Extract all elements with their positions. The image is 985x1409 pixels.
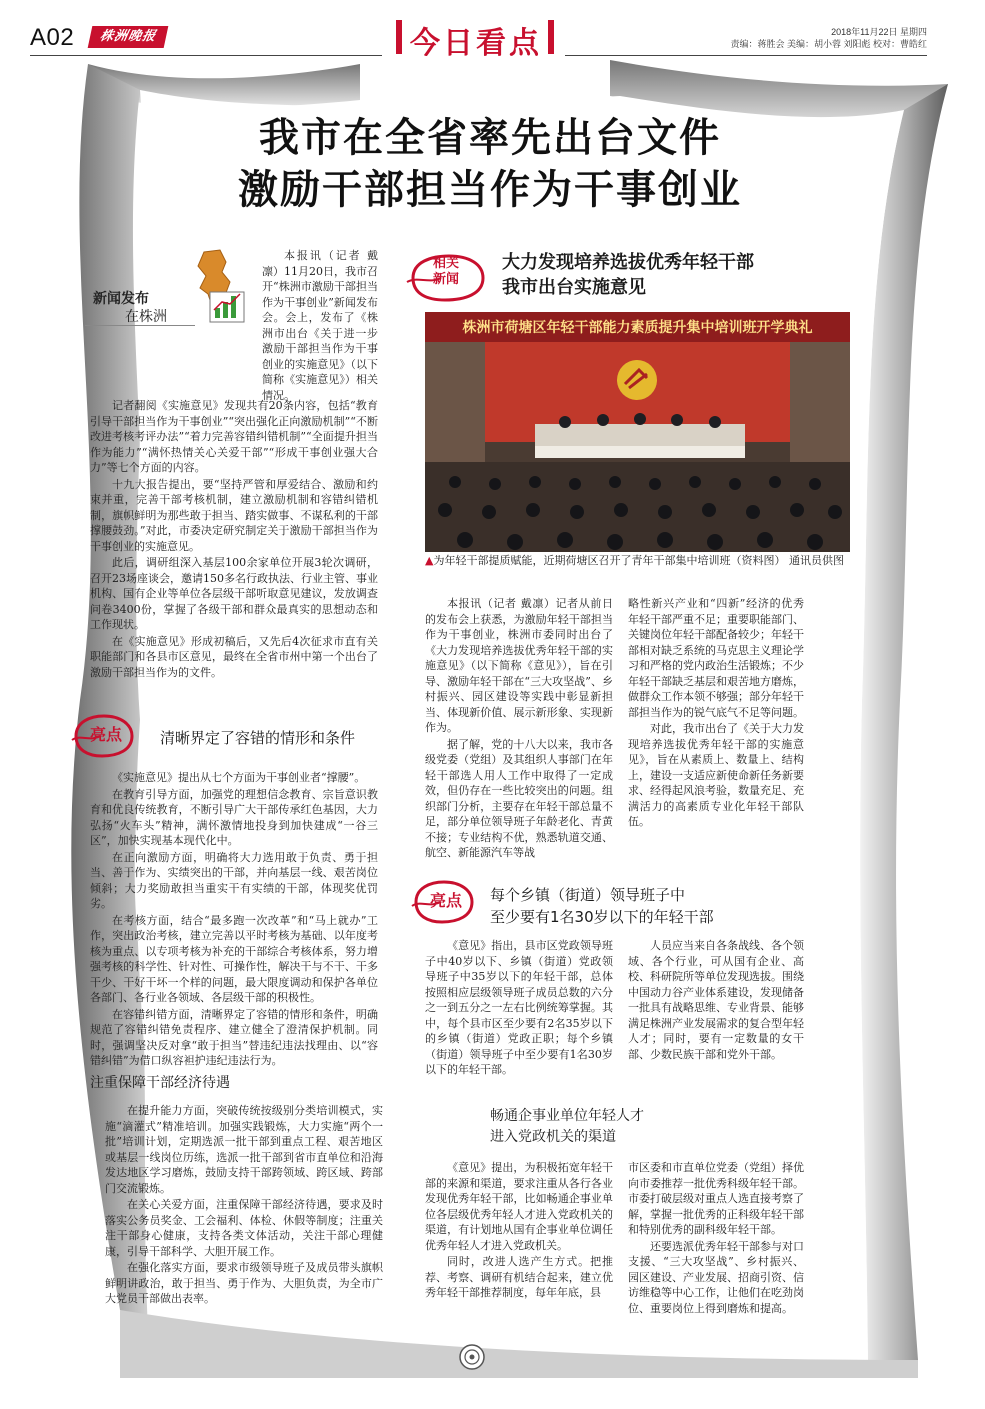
- channel-paragraph: 同时，改进人选产生方式。把推荐、考察、调研有机结合起来，建立优秀年轻干部推荐制度，每年年底，县: [425, 1255, 613, 1299]
- related-news-seal-text: [428, 256, 464, 288]
- highlight-2-col-2: [628, 938, 804, 1063]
- left-body-paragraph: 十九大报告提出，要“坚持严管和厚爱结合、激励和约束并重，完善干部考核机制，建立激励机制和容错纠错机制，旗帜鲜明为那些敢于担当、踏实做事、不谋私利的干部撑腰鼓劲。”对此，市委决定研究制定关于激励干部担当作为干事创业的实施意见。: [90, 477, 378, 553]
- highlight-2-title: [490, 884, 714, 928]
- section-title: 今日看点: [410, 26, 542, 61]
- highlight-1-title: 清晰界定了容错的情形和条件: [160, 729, 356, 747]
- channel-paragraph: 《意见》提出，为积极拓宽年轻干部的来源和渠道，要求注重从各行各业发现优秀年轻干部，比如畅通企事业单位各层级优秀年轻人才进入党政机关的渠道，有计划地从国有企事业单位调任优秀年轻人才进入党政机关。: [425, 1161, 613, 1252]
- channel-col-1: [425, 1160, 613, 1302]
- chart-map-icon: [190, 248, 250, 328]
- highlight-2-paragraph: 人员应当来自各条战线、各个领域、各个行业，可从国有企业、高校、科研院所等单位发现选拔。围绕中国动力谷产业体系建设，发现储备一批具有战略思维、专业背景、能够满足株洲产业发展需求的复合型年轻人才；同时，要有一定数量的女干部、少数民族干部和党外干部。: [628, 939, 804, 1061]
- caption-triangle-icon: ▲: [425, 554, 434, 567]
- highlight-2-paragraph: 《意见》指出，县市区党政领导班子中40岁以下、乡镇（街道）党政领导班子中35岁以下的年轻干部，总体按照相应层级领导班子成员总数的六分之一到五分之一左右比例统筹掌握。其中，每个县市区至少要有2名35岁以下的乡镇（街道）党政正职；每个乡镇（街道）领导班子中至少要有1名30岁以下的年轻干部。: [425, 939, 613, 1076]
- highlight-1-paragraph: 《实施意见》提出从七个方面为干事创业者“撑腰”。: [112, 771, 366, 784]
- related-seal-line-2: 新闻: [432, 272, 459, 287]
- left-body-paragraph: 在《实施意见》形成初稿后，又先后4次征求市直有关职能部门和各县市区意见，最终在全省市州中第一个出台了激励干部担当作为的文件。: [90, 634, 378, 679]
- related-col-2: [628, 596, 804, 831]
- section-bar-right: [548, 20, 554, 54]
- highlight-2-title-line-1: 每个乡镇（街道）领导班子中: [490, 886, 686, 904]
- left-intro-paragraph: 本报讯（记者 戴凛）11月20日，我市召开“株洲市激励干部担当作为干事创业”新闻发布会。会上，发布了《株洲市出台《关于进一步激励干部担当作为干事创业的实施意见》（以下简称《实施意见》）相关情况。: [262, 249, 378, 402]
- highlight-1-paragraph: 在容错纠错方面，清晰界定了容错的情形和条件，明确规范了容错纠错免责程序、建立健全了澄清保护机制。同时，强调坚决反对拿“敢于担当”替违纪违法找理由、以“容错纠错”为借口纵容袒护违纪违法行为。: [90, 1007, 378, 1067]
- issue-date: 2018年11月22日 星期四: [831, 27, 927, 37]
- channel-title-line-2: 进入党政机关的渠道: [490, 1129, 616, 1145]
- channel-col-2: [628, 1160, 804, 1317]
- highlight-seal-1-text: 亮点: [90, 725, 123, 744]
- main-headline: [110, 112, 870, 216]
- guarantee-paragraph: 在关心关爱方面，注重保障干部经济待遇，要求及时落实公务员奖金、工会福利、体检、休假等制度；注重关注干部身心健康，支持各类文体活动，关注干部心理健康，引导干部科学、大胆开展工作。: [105, 1198, 383, 1258]
- badge-line-1: 新闻发布: [93, 291, 149, 307]
- badge-line-2: 在株洲: [125, 309, 167, 325]
- headline-line-1: 我市在全省率先出台文件: [259, 115, 721, 161]
- guarantee-body: [105, 1103, 383, 1308]
- guarantee-title: 注重保障干部经济待遇: [90, 1075, 230, 1091]
- left-body-paragraph: 记者翻阅《实施意见》发现共有20条内容，包括“教育引导干部担当作为干事创业”“突出强化正向激励机制”“不断改进考核考评办法”“着力完善容错纠错机制”“全面提升担当作为能力”“满怀热情关心关爱干部”“形成干事创业强大合力”等七个方面的内容。: [90, 399, 378, 474]
- related-paragraph: 本报讯（记者 戴凛）记者从前日的发布会上获悉，为激励年轻干部担当作为干事创业，株洲市委同时出台了《大力发现培养选拔优秀年轻干部的实施意见》（以下简称《意见》），旨在引导、激励年轻干部在“三大攻坚战”、乡村振兴、园区建设等实践中彰显新担当、体现新价值、展示新形象、实现新作为。: [425, 597, 613, 734]
- related-paragraph: 对此，我市出台了《关于大力发现培养选拔优秀年轻干部的实施意见》，旨在从素质上、数量上、结构上，建设一支适应新使命新任务新要求、经得起风浪考验，数量充足、充满活力的高素质专业化年轻干部队伍。: [628, 722, 804, 828]
- meeting-photo: [425, 312, 850, 552]
- page-meta: [730, 26, 927, 50]
- caption-text: 为年轻干部提质赋能，近期荷塘区召开了青年干部集中培训班（资料图） 通讯员供图: [433, 554, 844, 567]
- footer-ornament-icon: [458, 1343, 486, 1371]
- related-seal-line-1: 相关: [432, 256, 459, 271]
- news-release-badge: [85, 270, 185, 332]
- left-body: [90, 398, 378, 681]
- highlight-2-col-1: [425, 938, 613, 1079]
- channel-paragraph: 还要选派优秀年轻干部参与对口支援、“三大攻坚战”、乡村振兴、园区建设、产业发展、招商引资、信访维稳等中心工作，让他们在吃劲岗位、重要岗位上得到磨炼和提高。: [628, 1239, 804, 1315]
- related-title-line-2: 我市出台实施意见: [502, 277, 646, 298]
- headline-line-2: 激励干部担当作为干事创业: [238, 167, 742, 213]
- related-paragraph: 略性新兴产业和“四新”经济的优秀年轻干部严重不足；重要职能部门、关键岗位年轻干部配备较少；年轻干部相对缺乏系统的马克思主义理论学习和严格的党内政治生活锻炼；不少年轻干部缺乏基层和艰苦地方磨炼，做群众工作本领不够强；部分年轻干部担当作为的锐气底气不足等问题。: [628, 597, 804, 719]
- highlight-1-paragraph: 在教育引导方面，加强党的理想信念教育、宗旨意识教育和优良传统教育，不断引导广大干部传承红色基因，大力弘扬“火车头”精神，满怀激情地投身到加快建成“一谷三区”，加快实现基本现代化中。: [90, 787, 378, 847]
- highlight-2-title-line-2: 至少要有1名30岁以下的年轻干部: [490, 908, 714, 926]
- highlight-1-paragraph: 在正向激励方面，明确将大力选用敢于负责、勇于担当、善于作为、实绩突出的干部，并向基层一线、艰苦岗位倾斜；大力奖励敢担当重实干有实绩的干部，体现奖优罚劣。: [90, 850, 378, 910]
- left-body-paragraph: 此后，调研组深入基层100余家单位开展3轮次调研，召开23场座谈会，邀请150多名行政执法、行业主管、事业机构、国有企业等单位各层级干部听取意见建议，发放调查问卷3400份，掌握了各级干部和群众最真实的思想动态和工作现状。: [90, 556, 378, 631]
- related-col-1: [425, 596, 613, 862]
- highlight-seal-2-text: 亮点: [430, 891, 463, 910]
- highlight-1-body: [90, 770, 378, 1070]
- channel-title: [490, 1106, 644, 1148]
- masthead: [0, 0, 985, 62]
- page-number: A02: [30, 24, 75, 51]
- section-bar-left: [396, 20, 402, 54]
- paper-logo: 株洲晚报: [88, 26, 169, 48]
- editor-credits: 责编：蒋胜会 美编：胡小蓉 刘阳彪 校对：曹皓红: [730, 39, 927, 49]
- header-rule-left: [30, 55, 382, 56]
- channel-title-line-1: 畅通企事业单位年轻人才: [490, 1108, 644, 1124]
- photo-caption: [425, 553, 850, 568]
- photo-banner: 株洲市荷塘区年轻干部能力素质提升集中培训班开学典礼: [462, 320, 813, 336]
- left-intro: [262, 248, 378, 404]
- meeting-scene: [425, 312, 850, 552]
- related-title-line-1: 大力发现培养选拔优秀年轻干部: [502, 252, 754, 273]
- guarantee-paragraph: 在提升能力方面，突破传统按级别分类培训模式，实施“滴灌式”精准培训。加强实践锻炼，大力实施“两个一批”培训计划，定期选派一批干部到重点工程、艰苦地区或基层一线岗位历练，选派一批干部到省市直单位和沿海发达地区学习磨炼，鼓励支持干部跨领域、跨区域、跨部门交流锻炼。: [105, 1104, 383, 1195]
- guarantee-paragraph: 在强化落实方面，要求市级领导班子及成员带头旗帜鲜明讲政治，敢于担当、勇于作为、大胆负责，为全市广大党员干部做出表率。: [105, 1261, 383, 1305]
- header-rule-right: [565, 55, 927, 56]
- related-paragraph: 据了解，党的十八大以来，我市各级党委（党组）及其组织人事部门在年轻干部选人用人工作中取得了一定成效，但仍存在一些比较突出的问题。组织部门分析，主要存在年轻干部总量不足，部分单位领导班子年龄老化、青黄不接；专业结构不优，熟悉轨道交通、航空、新能源汽车等战: [425, 737, 613, 859]
- highlight-1-paragraph: 在考核方面，结合“最多跑一次改革”和“马上就办”工作，突出政治考核，建立完善以平时考核为基础、以年度考核为重点、以专项考核为补充的干部综合考核体系，努力增强考核的科学性、针对性、可操作性，解决干与不干、干多干少、干好干坏一个样的问题，最大限度调动和保护各单位各部门、各行业各领域、各层级干部的积极性。: [90, 913, 378, 1004]
- channel-paragraph: 市区委和市直单位党委（党组）择优向市委推荐一批优秀科级年轻干部。市委打破层级对重点人选直接考察了解，掌握一批优秀的正科级年轻干部和特别优秀的副科级年轻干部。: [628, 1161, 804, 1236]
- related-title: [502, 250, 754, 300]
- badge-underline: [85, 325, 195, 326]
